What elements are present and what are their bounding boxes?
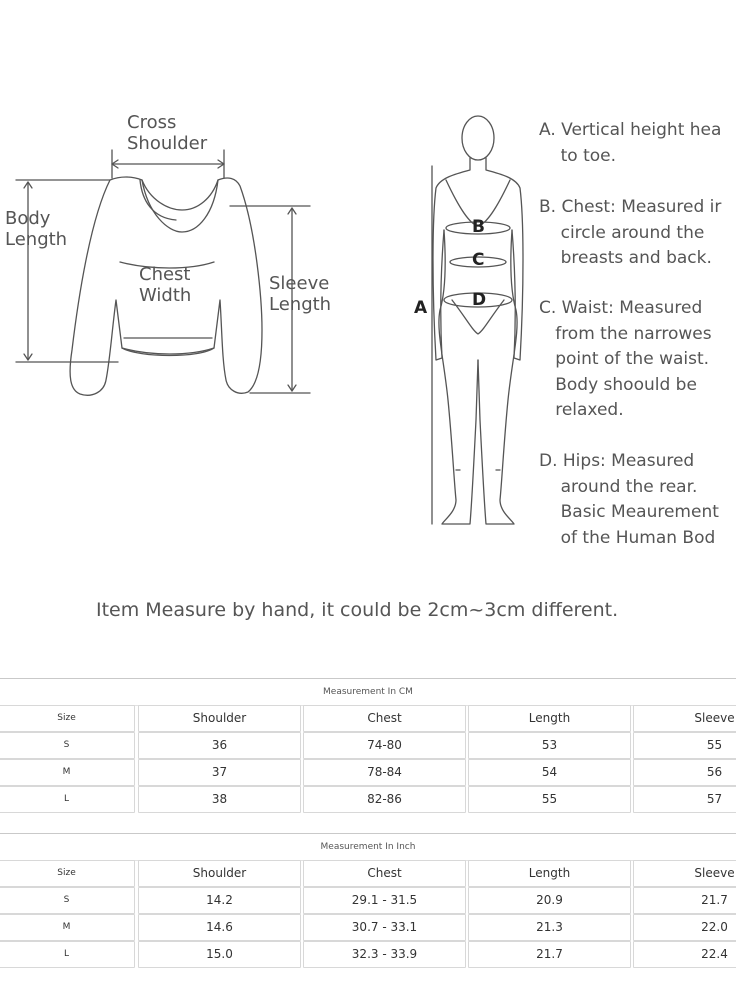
description-waist: C. Waist: Measured from the narrowes point of the waist. Body shoould be relaxed. bbox=[539, 298, 712, 420]
chest-width-label: Chest Width bbox=[139, 264, 192, 306]
table-row bbox=[0, 941, 736, 968]
table-row bbox=[0, 887, 736, 914]
cell-length: 21.7 bbox=[468, 941, 631, 968]
table-caption: Measurement In Inch bbox=[0, 833, 736, 861]
cell-shoulder: 37 bbox=[138, 759, 301, 786]
cell-length: 21.3 bbox=[468, 914, 631, 941]
header-chest: Chest bbox=[303, 705, 466, 732]
hips-letter-d: D bbox=[472, 290, 487, 310]
chest-letter-b: B bbox=[472, 217, 485, 237]
cell-chest: 30.7 - 33.1 bbox=[303, 914, 466, 941]
measurement-note: Item Measure by hand, it could be 2cm~3cm different. bbox=[96, 599, 619, 621]
header-shoulder: Shoulder bbox=[138, 705, 301, 732]
header-length: Length bbox=[468, 860, 631, 887]
cell-sleeve: 22.0 bbox=[633, 914, 736, 941]
cell-length: 55 bbox=[468, 786, 631, 813]
size-table-cm bbox=[0, 678, 736, 814]
table-row bbox=[0, 759, 736, 786]
size-table-inch bbox=[0, 833, 736, 969]
cell-sleeve: 21.7 bbox=[633, 887, 736, 914]
table-caption: Measurement In CM bbox=[0, 678, 736, 706]
table-header-row bbox=[0, 705, 736, 732]
header-chest: Chest bbox=[303, 860, 466, 887]
cell-size: M bbox=[0, 759, 135, 786]
cell-size: S bbox=[0, 887, 135, 914]
cell-sleeve: 57 bbox=[633, 786, 736, 813]
cell-shoulder: 14.6 bbox=[138, 914, 301, 941]
cell-chest: 82-86 bbox=[303, 786, 466, 813]
cell-shoulder: 36 bbox=[138, 732, 301, 759]
cell-size: L bbox=[0, 941, 135, 968]
table-row bbox=[0, 914, 736, 941]
cell-size: S bbox=[0, 732, 135, 759]
cell-length: 54 bbox=[468, 759, 631, 786]
header-size: Size bbox=[0, 705, 135, 732]
cell-chest: 32.3 - 33.9 bbox=[303, 941, 466, 968]
table-row bbox=[0, 786, 736, 813]
cell-chest: 74-80 bbox=[303, 732, 466, 759]
cell-size: L bbox=[0, 786, 135, 813]
cell-sleeve: 56 bbox=[633, 759, 736, 786]
cell-sleeve: 55 bbox=[633, 732, 736, 759]
cell-chest: 29.1 - 31.5 bbox=[303, 887, 466, 914]
cross-shoulder-label: Cross Shoulder bbox=[127, 112, 208, 154]
header-length: Length bbox=[468, 705, 631, 732]
cell-chest: 78-84 bbox=[303, 759, 466, 786]
cell-sleeve: 22.4 bbox=[633, 941, 736, 968]
waist-letter-c: C bbox=[472, 250, 485, 270]
header-sleeve: Sleeve bbox=[633, 860, 736, 887]
header-size: Size bbox=[0, 860, 135, 887]
cell-length: 20.9 bbox=[468, 887, 631, 914]
cell-shoulder: 38 bbox=[138, 786, 301, 813]
description-chest: B. Chest: Measured ir circle around the breasts and back. bbox=[539, 197, 722, 268]
height-letter-a: A bbox=[414, 298, 428, 318]
description-height: A. Vertical height hea to toe. bbox=[539, 120, 722, 166]
cell-length: 53 bbox=[468, 732, 631, 759]
table-header-row bbox=[0, 860, 736, 887]
description-hips: D. Hips: Measured around the rear. Basic Meaurement of the Human Bod bbox=[539, 451, 719, 548]
cell-shoulder: 14.2 bbox=[138, 887, 301, 914]
cell-size: M bbox=[0, 914, 135, 941]
body-length-label: Body Length bbox=[5, 208, 68, 250]
header-shoulder: Shoulder bbox=[138, 860, 301, 887]
body-figure-sketch bbox=[433, 116, 523, 524]
cell-shoulder: 15.0 bbox=[138, 941, 301, 968]
sleeve-length-label: Sleeve Length bbox=[269, 273, 332, 315]
table-row bbox=[0, 732, 736, 759]
header-sleeve: Sleeve bbox=[633, 705, 736, 732]
